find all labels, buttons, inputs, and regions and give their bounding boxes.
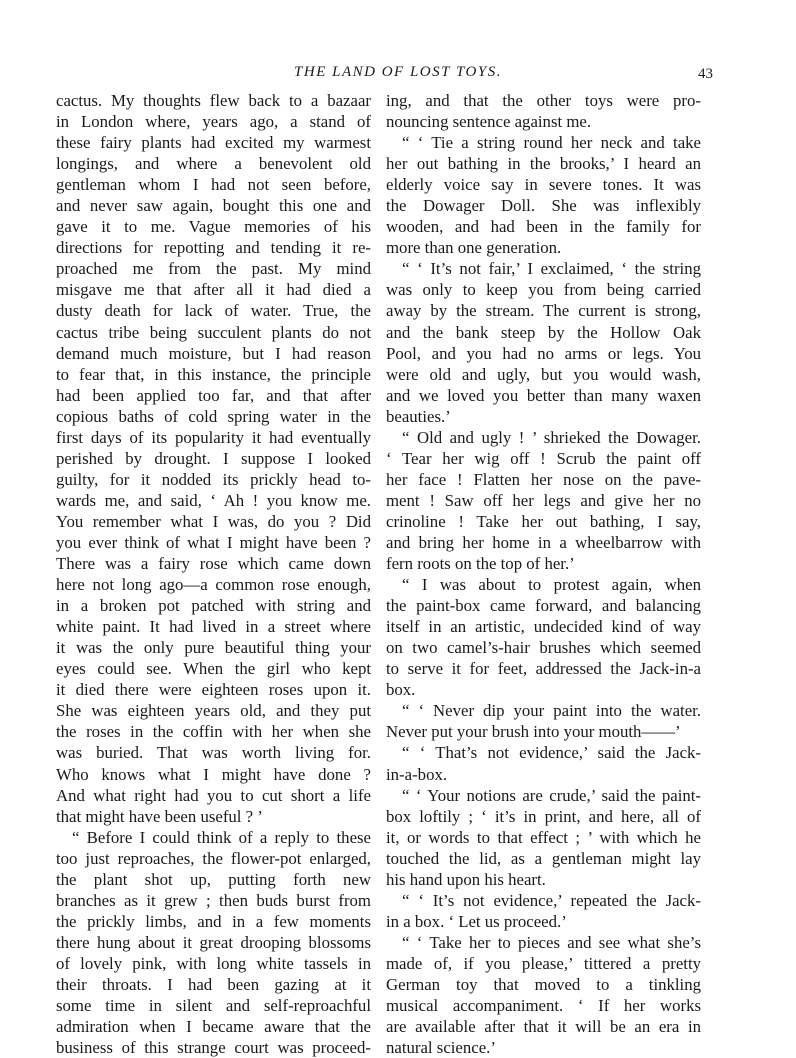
text-line: her face ! Flatten her nose on the pave- bbox=[386, 469, 701, 489]
text-line: too just reproaches, the flower-pot enlarged, bbox=[56, 848, 371, 868]
text-line: itself in an artistic, undecided kind of way bbox=[386, 617, 701, 637]
text-line: the roses in the coffin with her when she bbox=[56, 722, 371, 742]
text-line: and never saw again, bought this one and bbox=[56, 196, 371, 216]
text-line: wooden, and had been in the family for bbox=[386, 217, 701, 237]
text-line: it died there were eighteen roses upon it. bbox=[56, 680, 371, 700]
text-line: “ ‘ It’s not fair,’ I exclaimed, ‘ the string bbox=[402, 259, 701, 279]
text-line: copious baths of cold spring water in the bbox=[56, 406, 371, 426]
page-number: 43 bbox=[698, 66, 713, 82]
text-line: natural science.’ bbox=[386, 1038, 496, 1058]
text-line: ‘ Tear her wig off ! Scrub the paint off bbox=[386, 448, 701, 468]
text-line: You remember what I was, do you ? Did bbox=[56, 511, 371, 531]
text-line: gave it to me. Vague memories of his bbox=[56, 217, 371, 237]
text-line: “ ‘ Never dip your paint into the water. bbox=[402, 701, 701, 721]
text-line: “ ‘ It’s not evidence,’ repeated the Jack- bbox=[402, 890, 701, 910]
text-line: of lovely pink, with long white tassels in bbox=[56, 953, 371, 973]
text-line: Who knows what I might have done ? bbox=[56, 764, 371, 784]
text-line: made of, if you please,’ tittered a pretty bbox=[386, 953, 701, 973]
text-line: “ ‘ Tie a string round her neck and take bbox=[402, 133, 701, 153]
text-line: misgave me that after all it had died a bbox=[56, 280, 371, 300]
text-line: “ Old and ugly ! ’ shrieked the Dowager. bbox=[402, 427, 701, 447]
text-line: “ ‘ Your notions are crude,’ said the paint- bbox=[402, 785, 701, 805]
text-line: to serve it for feet, addressed the Jack-in-a bbox=[386, 659, 701, 679]
text-line: elderly voice say in severe tones. It was bbox=[386, 175, 701, 195]
text-line: was buried. That was worth living for. bbox=[56, 743, 371, 763]
text-line: German toy that moved to a tinkling bbox=[386, 974, 701, 994]
text-line: touched the lid, as a gentleman might lay bbox=[386, 848, 701, 868]
text-line: cactus. My thoughts flew back to a bazaar bbox=[56, 91, 371, 110]
text-line: admiration when I became aware that the bbox=[56, 1017, 371, 1037]
text-line: eyes could see. When the girl who kept bbox=[56, 659, 371, 679]
text-line: “ ‘ That’s not evidence,’ said the Jack- bbox=[402, 743, 701, 763]
text-line: “ ‘ Take her to pieces and see what she’s bbox=[402, 932, 701, 952]
text-line: it, or words to that effect ; ’ with which he bbox=[386, 827, 701, 847]
text-line: in-a-box. bbox=[386, 764, 448, 784]
text-line: fern roots on the top of her.’ bbox=[386, 554, 575, 574]
text-line: on two camel’s-hair brushes which seemed bbox=[386, 638, 701, 658]
text-line: away by the stream. The current is strong, bbox=[386, 301, 701, 321]
text-line: beauties.’ bbox=[386, 406, 451, 426]
text-line: the prickly limbs, and in a few moments bbox=[56, 911, 371, 931]
text-line: longings, and where a benevolent old bbox=[56, 154, 371, 174]
text-line: “ Before I could think of a reply to these bbox=[72, 827, 371, 847]
text-line: “ I was about to protest again, when bbox=[402, 575, 701, 595]
text-line: the plant shot up, putting forth new bbox=[56, 869, 371, 889]
text-line: ment ! Saw off her legs and give her no bbox=[386, 490, 701, 510]
text-line: and bring her home in a wheelbarrow with bbox=[386, 532, 701, 552]
text-line: business of this strange court was proceed- bbox=[56, 1038, 371, 1058]
text-line: and we loved you better than many waxen bbox=[386, 385, 701, 405]
text-line: demand much moisture, but I had reason bbox=[56, 343, 371, 363]
text-line: musical accompaniment. ‘ If her works bbox=[386, 996, 701, 1016]
text-line: And what right had you to cut short a life bbox=[56, 785, 371, 805]
text-line: cactus tribe being succulent plants do not bbox=[56, 322, 371, 342]
text-line: had been applied too far, and that after bbox=[56, 385, 371, 405]
text-line: in London where, years ago, a stand of bbox=[56, 112, 371, 132]
left-column bbox=[56, 90, 371, 1058]
text-line: gentleman whom I had not seen before, bbox=[56, 175, 371, 195]
text-line: was only to keep you from being carried bbox=[386, 280, 701, 300]
running-title: THE LAND OF LOST TOYS. bbox=[294, 64, 502, 80]
text-line: these fairy plants had excited my warmest bbox=[56, 133, 371, 153]
text-line: box. bbox=[386, 680, 416, 700]
text-line: to fear that, in this instance, the principle bbox=[56, 364, 371, 384]
text-line: directions for repotting and tending it re- bbox=[56, 238, 371, 258]
text-line: there hung about it great drooping blossoms bbox=[56, 932, 371, 952]
text-line: She was eighteen years old, and they put bbox=[56, 701, 371, 721]
text-line: it was the only pure beautiful thing your bbox=[56, 638, 371, 658]
text-line: branches as it grew ; then buds burst from bbox=[56, 890, 371, 910]
text-line: that might have been useful ? ’ bbox=[56, 806, 263, 826]
text-line: their throats. I had been gazing at it bbox=[56, 974, 371, 994]
text-line: proached me from the past. My mind bbox=[56, 259, 371, 279]
text-line: guilty, for it nodded its prickly head to- bbox=[56, 469, 371, 489]
right-column bbox=[386, 90, 701, 1058]
text-line: were old and ugly, but you would wash, bbox=[386, 364, 701, 384]
text-line: the Dowager Doll. She was inflexibly bbox=[386, 196, 701, 216]
text-line: Pool, and you had no arms or legs. You bbox=[386, 343, 701, 363]
text-line: her out bathing in the brooks,’ I heard an bbox=[386, 154, 701, 174]
text-line: you ever think of what I might have been ? bbox=[56, 532, 371, 552]
text-line: white paint. It had lived in a street where bbox=[56, 617, 371, 637]
text-line: the paint-box came forward, and balancing bbox=[386, 596, 701, 616]
text-line: dusty death for lack of water. True, the bbox=[56, 301, 371, 321]
text-line: here not long ago—a common rose enough, bbox=[56, 575, 371, 595]
text-line: crinoline ! Take her out bathing, I say, bbox=[386, 511, 701, 531]
text-line: ing, and that the other toys were pro- bbox=[386, 91, 701, 110]
text-line: more than one generation. bbox=[386, 238, 562, 258]
text-line: some time in silent and self-reproachful bbox=[56, 996, 371, 1016]
text-line: nouncing sentence against me. bbox=[386, 112, 592, 132]
text-line: first days of its popularity it had eventually bbox=[56, 427, 371, 447]
text-line: wards me, and said, ‘ Ah ! you know me. bbox=[56, 490, 371, 510]
text-line: Never put your brush into your mouth——’ bbox=[386, 722, 681, 742]
text-line: and the bank steep by the Hollow Oak bbox=[386, 322, 701, 342]
text-line: are available after that it will be an era in bbox=[386, 1017, 701, 1037]
text-line: in a box. ‘ Let us proceed.’ bbox=[386, 911, 567, 931]
text-line: box loftily ; ‘ it’s in print, and here, all of bbox=[386, 806, 701, 826]
text-line: There was a fairy rose which came down bbox=[56, 554, 371, 574]
text-line: his hand upon his heart. bbox=[386, 869, 546, 889]
text-line: in a broken pot patched with string and bbox=[56, 596, 371, 616]
text-line: perished by drought. I suppose I looked bbox=[56, 448, 371, 468]
